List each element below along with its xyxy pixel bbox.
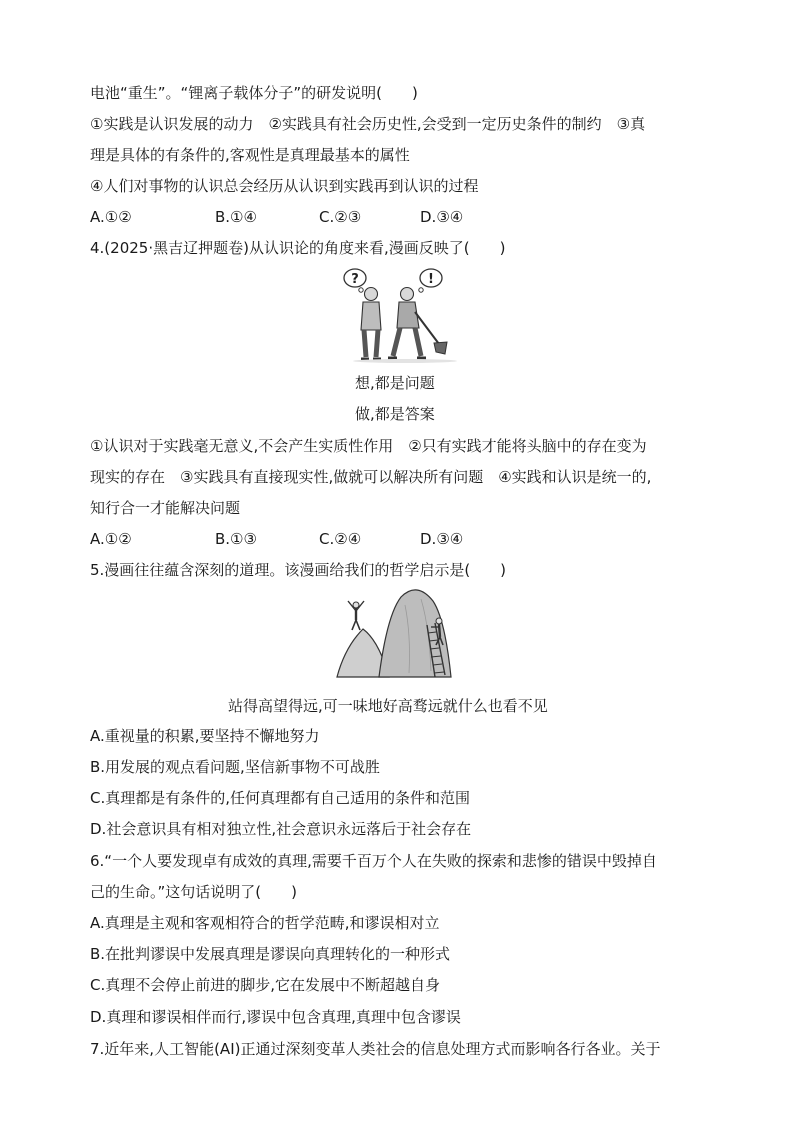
q3-option-b[interactable]: B.①④ bbox=[215, 208, 257, 226]
q3-option-c[interactable]: C.②③ bbox=[319, 208, 362, 226]
bubble-exclamation-mark: ! bbox=[428, 272, 434, 287]
q5-option-b[interactable]: B.用发展的观点看问题,坚信新事物不可战胜 bbox=[90, 758, 380, 776]
q5-stem: 5.漫画往往蕴含深刻的道理。该漫画给我们的哲学启示是( ) bbox=[90, 561, 507, 579]
q7-stem-line1: 7.近年来,人工智能(AI)正通过深刻变革人类社会的信息处理方式而影响各行各业。关于 bbox=[90, 1040, 661, 1058]
q3-option-a[interactable]: A.①② bbox=[90, 208, 132, 226]
q3-stem-tail: 电池“重生”。“锂离子载体分子”的研发说明( ) bbox=[90, 84, 418, 102]
q4-caption-think: 想,都是问题 bbox=[355, 374, 435, 392]
q4-caption-do: 做,都是答案 bbox=[355, 405, 435, 423]
question-bubble-icon bbox=[344, 269, 366, 292]
q4-option-b[interactable]: B.①③ bbox=[215, 530, 257, 548]
q5-option-d[interactable]: D.社会意识具有相对独立性,社会意识永远落后于社会存在 bbox=[90, 820, 472, 838]
q5-option-c[interactable]: C.真理都是有条件的,任何真理都有自己适用的条件和范围 bbox=[90, 789, 471, 807]
q5-option-a[interactable]: A.重视量的积累,要坚持不懈地努力 bbox=[90, 727, 320, 745]
digging-man-figure bbox=[388, 288, 447, 359]
q6-option-c[interactable]: C.真理不会停止前进的脚步,它在发展中不断超越自身 bbox=[90, 976, 441, 994]
q4-stem: 4.(2025·黑吉辽押题卷)从认识论的角度来看,漫画反映了( ) bbox=[90, 239, 506, 257]
q4-option-c[interactable]: C.②④ bbox=[319, 530, 362, 548]
thinking-man-figure bbox=[361, 288, 381, 360]
q3-option-d[interactable]: D.③④ bbox=[420, 208, 464, 226]
q4-option-a[interactable]: A.①② bbox=[90, 530, 132, 548]
q4-option-d[interactable]: D.③④ bbox=[420, 530, 464, 548]
q5-caption: 站得高望得远,可一味地好高骛远就什么也看不见 bbox=[228, 697, 548, 715]
q6-option-b[interactable]: B.在批判谬误中发展真理是谬误向真理转化的一种形式 bbox=[90, 945, 451, 963]
q3-statements-line3: ④人们对事物的认识总会经历从认识到实践再到认识的过程 bbox=[90, 177, 479, 195]
q6-stem-line1: 6.“一个人要发现卓有成效的真理,需要千百万个人在失败的探索和悲惨的错误中毁掉自 bbox=[90, 852, 657, 870]
q6-option-a[interactable]: A.真理是主观和客观相符合的哲学范畴,和谬误相对立 bbox=[90, 914, 440, 932]
q4-statements-line1: ①认识对于实践毫无意义,不会产生实质性作用 ②只有实践才能将头脑中的存在变为 bbox=[90, 437, 647, 455]
q4-statements-line3: 知行合一才能解决问题 bbox=[90, 499, 241, 517]
q6-stem-line2: 己的生命。”这句话说明了( ) bbox=[90, 883, 297, 901]
bubble-question-mark: ? bbox=[351, 272, 359, 287]
q3-statements-line2: 理是具体的有条件的,客观性是真理最基本的属性 bbox=[90, 146, 410, 164]
cheering-person-figure bbox=[348, 601, 364, 630]
q3-statements-line1: ①实践是认识发展的动力 ②实践具有社会历史性,会受到一定历史条件的制约 ③真 bbox=[90, 115, 646, 133]
q4-statements-line2: 现实的存在 ③实践具有直接现实性,做就可以解决所有问题 ④实践和认识是统一的, bbox=[90, 468, 652, 486]
q5-cartoon-image bbox=[335, 585, 460, 680]
q6-option-d[interactable]: D.真理和谬误相伴而行,谬误中包含真理,真理中包含谬误 bbox=[90, 1008, 461, 1026]
q4-cartoon-image bbox=[335, 264, 465, 364]
exclamation-bubble-icon bbox=[419, 269, 442, 292]
